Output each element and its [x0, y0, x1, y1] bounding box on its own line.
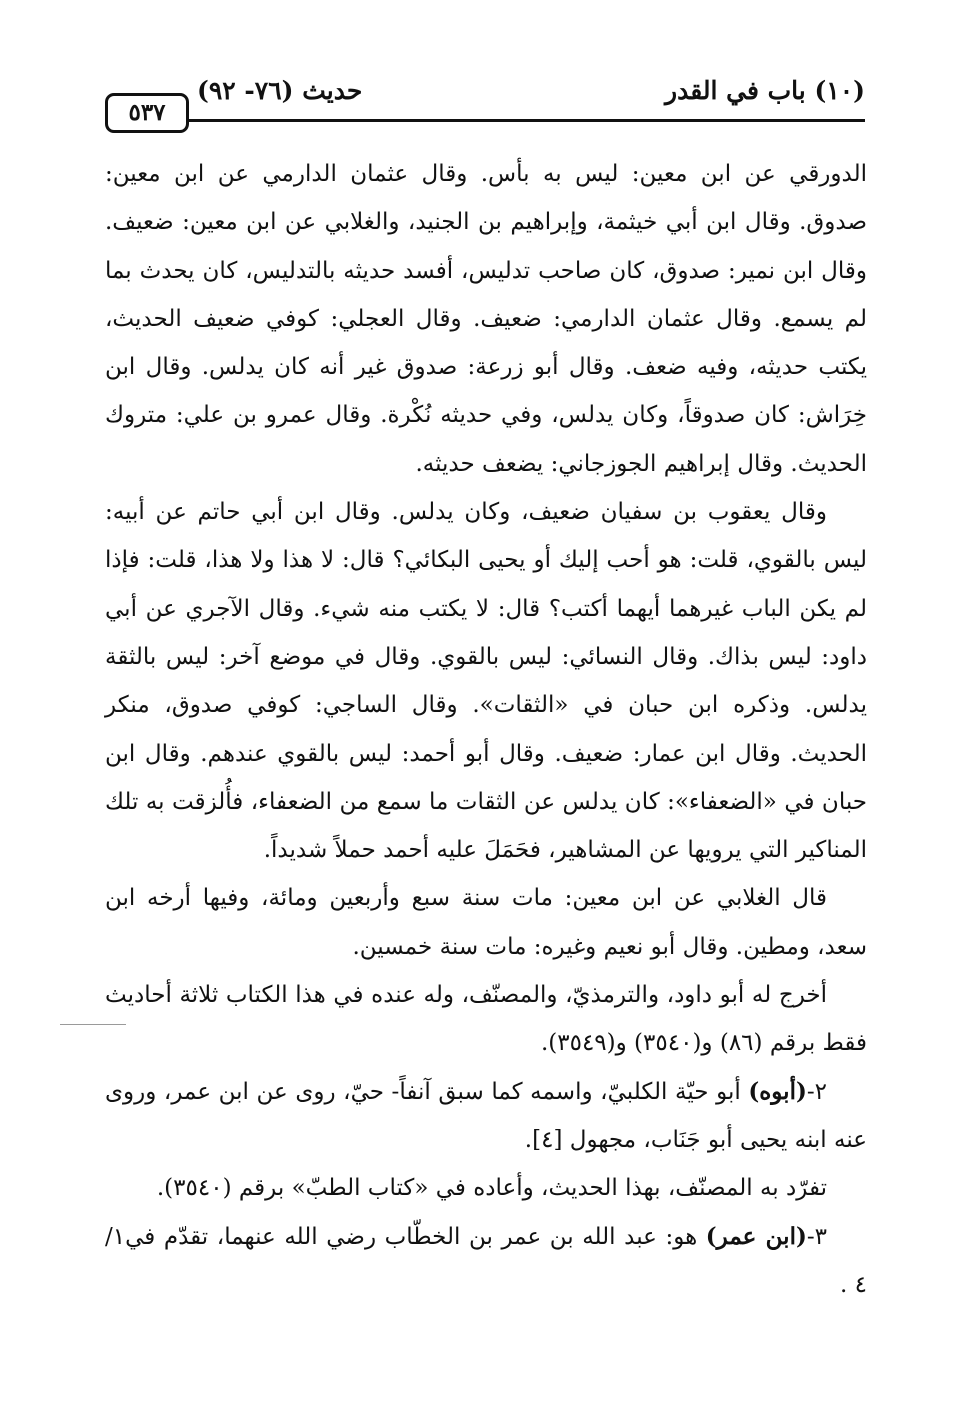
page-number: ٥٣٧ — [105, 93, 189, 133]
paragraph-collections: أخرج له أبو داود، والترمذيّ، والمصنّف، وله عنده في هذا الكتاب ثلاثة أحاديث فقط برقم (٨٦) و(٣٥٤٠) و(٣٥٤٩). — [105, 982, 867, 1057]
chapter-title: (١٠) باب في القدر — [665, 76, 865, 105]
paragraph-narrator-critique: الدورقي عن ابن معين: ليس به بأس. وقال عثمان الدارمي عن ابن معين: صدوق. وقال ابن أبي خيثمة، وإبراهيم بن الجنيد، والغلابي عن ابن معين: ضعيف. وقال ابن نمير: صدوق، كان صاحب تدليس، أفسد حديثه بالتدليس، كان يحدث بما لم يسمع. وقال عثمان الدارمي: ضعيف. وقال العجلي: كوفي ضعيف الحديث، يكتب حديثه، وفيه ضعف. وقال أبو زرعة: صدوق غير أنه كان يدلس. وقال ابن خِرَاش: كان صدوقاً، وكان يدلس، وفي حديثه نُكْرة. وقال عمرو بن علي: متروك الحديث. وقال إبراهيم الجوزجاني: يضعف حديثه. — [105, 161, 867, 477]
entry-number: ٣- — [806, 1223, 827, 1250]
paragraph-death-date: قال الغلابي عن ابن معين: مات سنة سبع وأربعين ومائة، وفيها أرخه ابن سعد، ومطين. وقال أبو نعيم وغيره: مات سنة خمسين. — [105, 885, 867, 960]
entry-ibn-umar — [105, 1213, 867, 1310]
entry-text: هو: عبد الله بن عمر بن الخطّاب رضي الله عنهما، تقدّم في١/ ٤ . — [105, 1223, 867, 1298]
entry-text: أبو حيّة الكلبيّ، واسمه كما سبق آنفاً- حيّ، روى عن ابن عمر، وروى عنه ابنه يحيى أبو جَنَاب، مجهول [٤]. — [105, 1078, 867, 1153]
hadith-range: حديث (٧٦- ٩٢) — [197, 76, 363, 105]
header-rule — [105, 119, 865, 122]
entry-father — [105, 1068, 867, 1165]
page-header — [105, 72, 865, 126]
page-body — [105, 150, 867, 1309]
entry-number: ٢- — [806, 1078, 827, 1105]
entry-label: (أبوه) — [748, 1077, 807, 1105]
paragraph-more-critique: وقال يعقوب بن سفيان ضعيف، وكان يدلس. وقال ابن أبي حاتم عن أبيه: ليس بالقوي، قلت: هو أحب إليك أو يحيى البكائي؟ قال: لا هذا ولا هذا، قلت: فإذا لم يكن الباب غيرهما أيهما أكتب؟ قال: لا يكتب منه شيء. وقال الآجري عن أبي داود: ليس بذاك. وقال النسائي: ليس بالقوي. وقال في موضع آخر: ليس بالثقة يدلس. وذكره ابن حبان في «الثقات». وقال الساجي: كوفي صدوق، منكر الحديث. وقال ابن عمار: ضعيف. وقال أبو أحمد: ليس بالقوي عندهم. وقال ابن حبان في «الضعفاء»: كان يدلس عن الثقات ما سمع من الضعفاء، فأُلزقت به تلك المناكير التي يرويها عن المشاهير، فحَمَلَ عليه أحمد حملاً شديداً. — [105, 499, 867, 864]
entry-label: (ابن عمر) — [705, 1222, 807, 1250]
paragraph-unique-narration: تفرّد به المصنّف، بهذا الحديث، وأعاده في «كتاب الطبّ» برقم (٣٥٤٠). — [156, 1175, 827, 1202]
